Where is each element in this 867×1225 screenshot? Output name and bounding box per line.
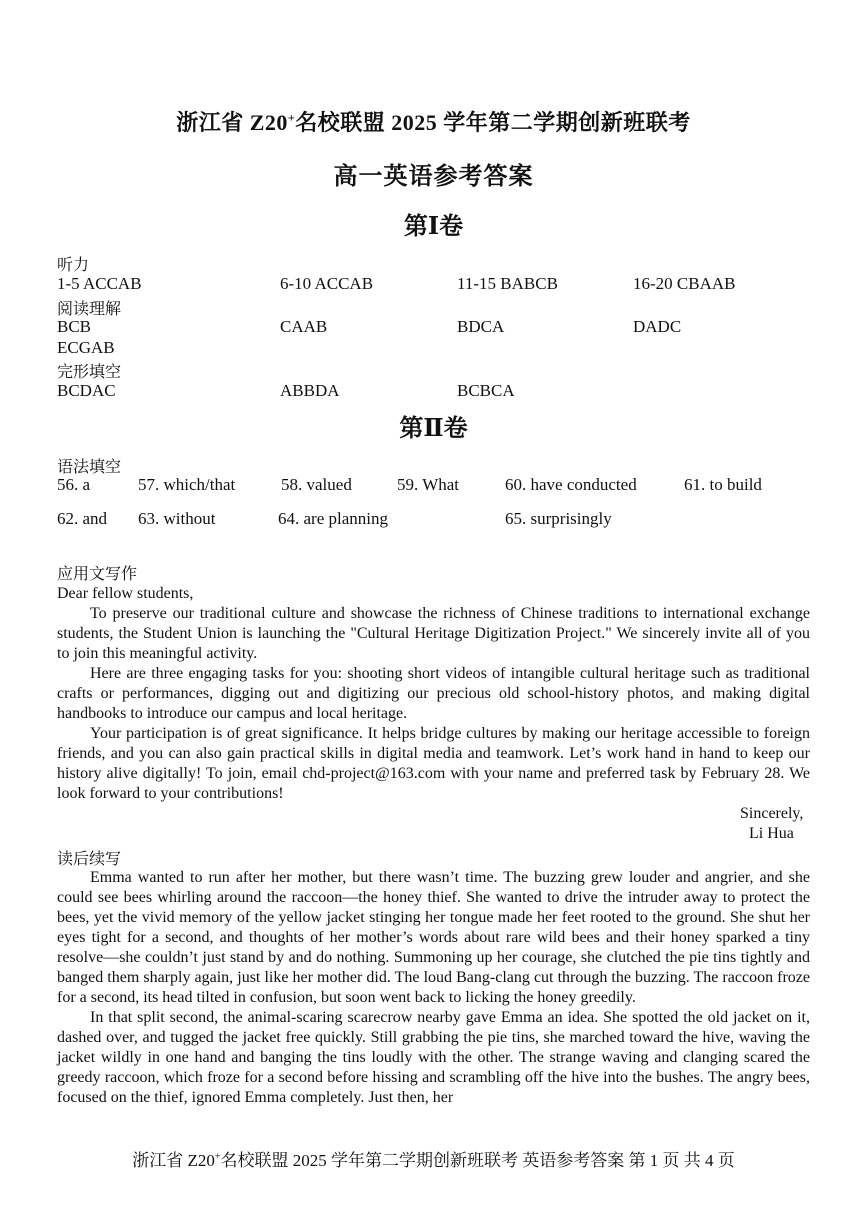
reading-answer-3: BDCA: [457, 317, 505, 336]
cloze-label: 完形填空: [57, 362, 122, 381]
cloze-answer-3: BCBCA: [457, 381, 515, 400]
grammar-answer-58: 58. valued: [281, 475, 352, 494]
footer-prefix: 浙江省 Z20: [132, 1151, 215, 1170]
letter-paragraph: Your participation is of great significance. It helps bridge cultures by making our heritage accessible to foreign friends, and you can also gain practical skills in digital media and teamwork. Let’s work hand in hand to keep our history alive digitally! To join, email chd-project@163.com with your name and preferred task by February 28. We look forward to your contributions!: [57, 725, 810, 802]
grammar-answer-64: 64. are planning: [278, 509, 388, 528]
grammar-answer-65: 65. surprisingly: [505, 509, 612, 528]
continuation-label: 读后续写: [57, 849, 122, 868]
listening-answer-4: 16-20 CBAAB: [633, 274, 736, 293]
listening-answer-1: 1-5 ACCAB: [57, 274, 142, 293]
grammar-answer-59: 59. What: [397, 475, 460, 494]
story-paragraph: In that split second, the animal-scaring scarecrow nearby gave Emma an idea. She spotted the old jacket on it, dashed over, and tugged the jacket free quickly. Still grabbing the pie tins, she marched toward the hive, waving the jacket wildly in one hand and banging the tins loudly with the other. The strange waving and clanging scared the greedy raccoon, which froze for a second before hissing and scrambling off the hive into the bushes. The angry bees, focused on the thief, ignored Emma completely. Just then, her: [57, 1009, 810, 1106]
practical-writing-letter: [57, 584, 810, 804]
letter-signature: Li Hua: [749, 825, 794, 842]
listening-label: 听力: [57, 255, 90, 274]
listening-answer-3: 11-15 BABCB: [457, 274, 558, 293]
grammar-answer-62: 62. and: [57, 509, 108, 528]
exam-title-suffix: 名校联盟 2025 学年第二学期创新班联考: [295, 110, 691, 135]
part2-heading: 第Ⅱ卷: [399, 416, 468, 442]
page-footer: [0, 1146, 867, 1171]
cloze-answer-1: BCDAC: [57, 381, 116, 400]
grammar-answer-60: 60. have conducted: [505, 475, 637, 494]
letter-greeting: Dear fellow students,: [57, 585, 194, 602]
exam-title: [0, 106, 867, 137]
practical-writing-label: 应用文写作: [57, 564, 138, 583]
footer-sup: +: [214, 1151, 221, 1163]
letter-paragraph: Here are three engaging tasks for you: shooting short videos of intangible cultural heritage such as traditional crafts or performances, digging out and digitizing our precious old school-history photos, and making digital handbooks to introduce our campus and local heritage.: [57, 665, 810, 722]
reading-answer-2: CAAB: [280, 317, 328, 336]
cloze-answer-2: ABBDA: [280, 381, 340, 400]
reading-label: 阅读理解: [57, 299, 122, 318]
letter-closing: Sincerely,: [740, 805, 804, 822]
grammar-answer-63: 63. without: [138, 509, 216, 528]
continuation-text: [57, 868, 810, 1108]
reading-answer-1: BCB: [57, 317, 92, 336]
part1-heading: 第Ⅰ卷: [403, 214, 464, 240]
page-title: 高一英语参考答案: [333, 164, 534, 190]
reading-answer-extra: ECGAB: [57, 338, 115, 357]
grammar-answer-57: 57. which/that: [138, 475, 236, 494]
story-paragraph: Emma wanted to run after her mother, but there wasn’t time. The buzzing grew louder and angrier, and she could see bees whirling around the raccoon—the honey thief. She wanted to drive the intruder away to protect the bees, yet the vivid memory of the yellow jacket stinging her tongue made her feet rooted to the ground. She shut her eyes tight for a second, and thoughts of her mother’s words about rare wild bees and their honey sparked a tiny resolve—she couldn’t just stand by and do nothing. Summoning up her courage, she clutched the pie tins tightly and banged them sharply again, just like her mother did. The loud Bang-clang cut through the buzzing. The raccoon froze for a second, its head tilted in confusion, but soon went back to licking the honey greedily.: [57, 869, 810, 1006]
exam-title-sup: +: [287, 110, 296, 125]
exam-title-prefix: 浙江省 Z20: [176, 110, 288, 135]
grammar-label: 语法填空: [57, 457, 122, 476]
grammar-answer-61: 61. to build: [684, 475, 762, 494]
reading-answer-4: DADC: [633, 317, 682, 336]
grammar-answer-56: 56. a: [57, 475, 91, 494]
letter-paragraph: To preserve our traditional culture and showcase the richness of Chinese traditions to international exchange students, the Student Union is launching the "Cultural Heritage Digitization Project." We sincerely invite all of you to join this meaningful activity.: [57, 605, 810, 662]
footer-suffix: 名校联盟 2025 学年第二学期创新班联考 英语参考答案 第 1 页 共 4 页: [220, 1151, 735, 1170]
listening-answer-2: 6-10 ACCAB: [280, 274, 374, 293]
